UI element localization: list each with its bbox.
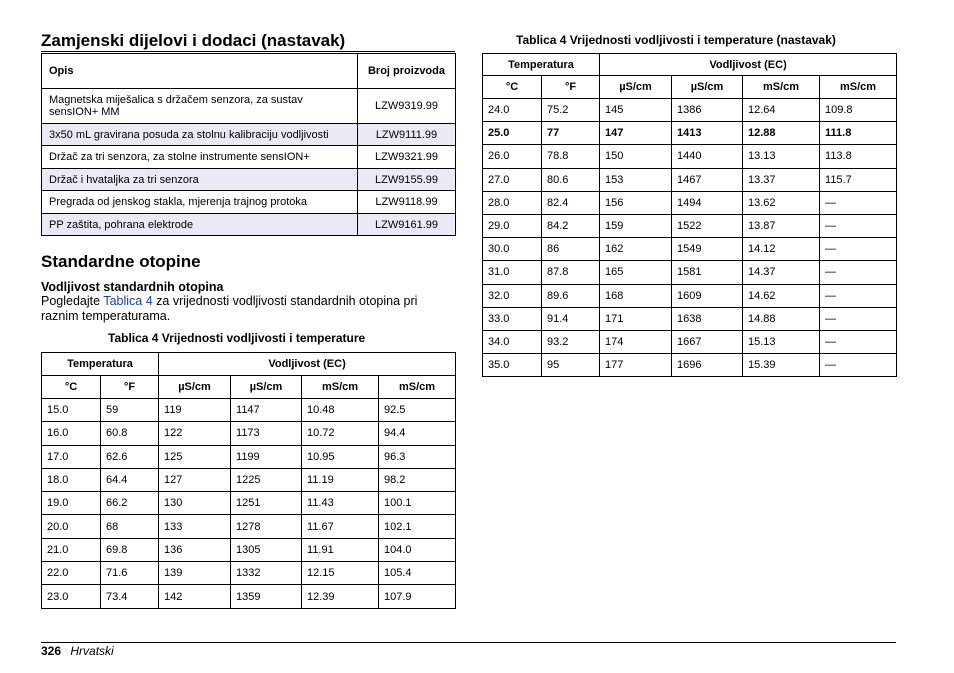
table-cell: —	[820, 307, 897, 330]
column-header: mS/cm	[379, 376, 456, 399]
table-cell: 27.0	[483, 168, 542, 191]
table-cell: 24.0	[483, 99, 542, 122]
table-cell: 145	[600, 99, 672, 122]
table-cell: 11.19	[302, 468, 379, 491]
table-row	[483, 168, 897, 191]
table-cell: 71.6	[101, 562, 159, 585]
table-cell: 68	[101, 515, 159, 538]
table-cell: 122	[159, 422, 231, 445]
table-cell: 60.8	[101, 422, 159, 445]
footer-rule	[41, 642, 896, 643]
table-row	[42, 89, 456, 124]
table-caption-continued: Tablica 4 Vrijednosti vodljivosti i temperature (nastavak)	[516, 33, 836, 47]
group-header-conductivity: Vodljivost (EC)	[159, 353, 456, 376]
table-cell: 125	[159, 445, 231, 468]
part-description: Držač i hvataljka za tri senzora	[42, 169, 358, 191]
table-cell: 171	[600, 307, 672, 330]
table-cell: 14.12	[743, 238, 820, 261]
table-cell: 153	[600, 168, 672, 191]
table-cell: 33.0	[483, 307, 542, 330]
table-cell: 1609	[672, 284, 743, 307]
table-cell: 174	[600, 330, 672, 353]
group-header-temperature: Temperatura	[483, 54, 600, 76]
table-cell: 98.2	[379, 468, 456, 491]
table-row	[42, 515, 456, 538]
table-cell: 105.4	[379, 562, 456, 585]
table-cell: 22.0	[42, 562, 101, 585]
table-4-link[interactable]: Tablica 4	[103, 294, 153, 308]
table-cell: 1147	[231, 399, 302, 422]
table-cell: 1667	[672, 330, 743, 353]
table-caption: Tablica 4 Vrijednosti vodljivosti i temperature	[108, 331, 366, 345]
table-cell: 1305	[231, 538, 302, 561]
table-cell: 93.2	[542, 330, 600, 353]
table-row	[483, 354, 897, 377]
part-number: LZW9321.99	[358, 146, 456, 169]
table-cell: 25.0	[483, 122, 542, 145]
table-cell: 20.0	[42, 515, 101, 538]
intro-paragraph	[41, 294, 451, 324]
table-cell: 156	[600, 191, 672, 214]
table-cell: 14.62	[743, 284, 820, 307]
table-cell: 115.7	[820, 168, 897, 191]
table-cell: 11.91	[302, 538, 379, 561]
table-row	[483, 284, 897, 307]
column-header-description: Opis	[42, 54, 358, 89]
table-cell: 89.6	[542, 284, 600, 307]
table-row	[42, 191, 456, 214]
table-cell: 127	[159, 468, 231, 491]
table-cell: 142	[159, 585, 231, 608]
table-cell: —	[820, 330, 897, 353]
table-cell: —	[820, 354, 897, 377]
part-number: LZW9118.99	[358, 191, 456, 214]
table-cell: 94.4	[379, 422, 456, 445]
table-cell: —	[820, 191, 897, 214]
table-cell: 78.8	[542, 145, 600, 168]
table-cell: 15.13	[743, 330, 820, 353]
table-cell: 1440	[672, 145, 743, 168]
table-cell: 32.0	[483, 284, 542, 307]
page-number: 326	[41, 644, 62, 658]
group-header-conductivity: Vodljivost (EC)	[600, 54, 897, 76]
section-rule	[41, 51, 455, 52]
table-cell: 12.15	[302, 562, 379, 585]
table-cell: 1638	[672, 307, 743, 330]
table-cell: 102.1	[379, 515, 456, 538]
table-cell: —	[820, 284, 897, 307]
table-row	[42, 422, 456, 445]
table-cell: 73.4	[101, 585, 159, 608]
footer-language: Hrvatski	[70, 644, 114, 658]
table-cell: 23.0	[42, 585, 101, 608]
table-row	[42, 146, 456, 169]
table-row	[42, 538, 456, 561]
table-cell: 1225	[231, 468, 302, 491]
table-cell: 1359	[231, 585, 302, 608]
conductivity-table	[41, 352, 456, 609]
table-cell: 34.0	[483, 330, 542, 353]
para-text: Pogledajte	[41, 294, 101, 308]
table-cell: 17.0	[42, 445, 101, 468]
table-row	[483, 191, 897, 214]
column-header: µS/cm	[600, 76, 672, 99]
table-cell: 113.8	[820, 145, 897, 168]
table-cell: 133	[159, 515, 231, 538]
table-row	[42, 492, 456, 515]
table-cell: 59	[101, 399, 159, 422]
part-description: 3x50 mL gravirana posuda za stolnu kalibraciju vodljivosti	[42, 124, 358, 146]
table-row	[483, 99, 897, 122]
table-row	[483, 261, 897, 284]
table-cell: 165	[600, 261, 672, 284]
table-cell: 1332	[231, 562, 302, 585]
section-title-standard-solutions: Standardne otopine	[41, 252, 201, 271]
column-header: °F	[542, 76, 600, 99]
column-header: °F	[101, 376, 159, 399]
column-header: mS/cm	[820, 76, 897, 99]
table-cell: 107.9	[379, 585, 456, 608]
column-header: µS/cm	[231, 376, 302, 399]
table-cell: 1199	[231, 445, 302, 468]
table-cell: 1581	[672, 261, 743, 284]
table-cell: 77	[542, 122, 600, 145]
table-cell: 84.2	[542, 214, 600, 237]
table-cell: 162	[600, 238, 672, 261]
table-cell: —	[820, 214, 897, 237]
table-cell: 1413	[672, 122, 743, 145]
table-cell: 12.64	[743, 99, 820, 122]
table-cell: 1278	[231, 515, 302, 538]
table-row	[483, 122, 897, 145]
table-cell: 150	[600, 145, 672, 168]
table-cell: 119	[159, 399, 231, 422]
table-cell: 13.37	[743, 168, 820, 191]
table-cell: 1494	[672, 191, 743, 214]
part-number: LZW9319.99	[358, 89, 456, 124]
table-cell: 75.2	[542, 99, 600, 122]
table-cell: 18.0	[42, 468, 101, 491]
table-row	[42, 214, 456, 236]
table-cell: 177	[600, 354, 672, 377]
table-cell: 1467	[672, 168, 743, 191]
table-cell: 12.88	[743, 122, 820, 145]
table-cell: 16.0	[42, 422, 101, 445]
table-cell: 1386	[672, 99, 743, 122]
table-cell: 1173	[231, 422, 302, 445]
part-number: LZW9111.99	[358, 124, 456, 146]
table-cell: 66.2	[101, 492, 159, 515]
section-title-spare-parts: Zamjenski dijelovi i dodaci (nastavak)	[41, 31, 346, 50]
table-cell: 87.8	[542, 261, 600, 284]
table-cell: 10.72	[302, 422, 379, 445]
table-cell: 13.87	[743, 214, 820, 237]
table-cell: 30.0	[483, 238, 542, 261]
table-row	[42, 585, 456, 608]
table-cell: 12.39	[302, 585, 379, 608]
column-header-product-number: Broj proizvoda	[358, 54, 456, 89]
table-cell: 15.39	[743, 354, 820, 377]
table-row	[42, 445, 456, 468]
table-row	[483, 330, 897, 353]
table-cell: 69.8	[101, 538, 159, 561]
conductivity-table-continued	[482, 53, 897, 377]
table-cell: 159	[600, 214, 672, 237]
table-cell: 111.8	[820, 122, 897, 145]
table-cell: 86	[542, 238, 600, 261]
table-cell: 21.0	[42, 538, 101, 561]
table-cell: 91.4	[542, 307, 600, 330]
table-cell: 139	[159, 562, 231, 585]
table-cell: —	[820, 261, 897, 284]
part-description: Pregrada od jenskog stakla, mjerenja trajnog protoka	[42, 191, 358, 214]
table-cell: 11.67	[302, 515, 379, 538]
table-row	[42, 399, 456, 422]
table-row	[42, 468, 456, 491]
table-cell: 130	[159, 492, 231, 515]
table-row	[483, 238, 897, 261]
part-description: Magnetska miješalica s držačem senzora, za sustav sensION+ MM	[42, 89, 358, 124]
table-row	[483, 145, 897, 168]
table-cell: 109.8	[820, 99, 897, 122]
table-cell: 1549	[672, 238, 743, 261]
part-description: Držač za tri senzora, za stolne instrumente sensION+	[42, 146, 358, 169]
table-cell: 80.6	[542, 168, 600, 191]
table-cell: 104.0	[379, 538, 456, 561]
column-header: °C	[42, 376, 101, 399]
table-cell: 136	[159, 538, 231, 561]
table-row	[483, 307, 897, 330]
table-cell: 1522	[672, 214, 743, 237]
footer	[41, 644, 114, 658]
table-cell: 10.95	[302, 445, 379, 468]
table-row	[42, 562, 456, 585]
table-cell: 31.0	[483, 261, 542, 284]
table-cell: 168	[600, 284, 672, 307]
table-cell: 147	[600, 122, 672, 145]
table-cell: 11.43	[302, 492, 379, 515]
subheading: Vodljivost standardnih otopina	[41, 280, 224, 294]
table-cell: 26.0	[483, 145, 542, 168]
table-cell: 28.0	[483, 191, 542, 214]
table-cell: 29.0	[483, 214, 542, 237]
table-cell: 64.4	[101, 468, 159, 491]
table-cell: —	[820, 238, 897, 261]
table-cell: 13.62	[743, 191, 820, 214]
parts-table	[41, 53, 456, 236]
column-header: °C	[483, 76, 542, 99]
table-cell: 15.0	[42, 399, 101, 422]
column-header: µS/cm	[159, 376, 231, 399]
table-row	[42, 124, 456, 146]
part-number: LZW9161.99	[358, 214, 456, 236]
part-description: PP zaštita, pohrana elektrode	[42, 214, 358, 236]
table-cell: 13.13	[743, 145, 820, 168]
table-cell: 82.4	[542, 191, 600, 214]
table-cell: 96.3	[379, 445, 456, 468]
column-header: µS/cm	[672, 76, 743, 99]
column-header: mS/cm	[743, 76, 820, 99]
table-cell: 1696	[672, 354, 743, 377]
table-cell: 100.1	[379, 492, 456, 515]
table-cell: 14.37	[743, 261, 820, 284]
group-header-temperature: Temperatura	[42, 353, 159, 376]
table-cell: 10.48	[302, 399, 379, 422]
table-cell: 62.6	[101, 445, 159, 468]
part-number: LZW9155.99	[358, 169, 456, 191]
table-cell: 92.5	[379, 399, 456, 422]
table-cell: 19.0	[42, 492, 101, 515]
table-row	[42, 169, 456, 191]
table-cell: 95	[542, 354, 600, 377]
column-header: mS/cm	[302, 376, 379, 399]
para-text: za vrijednosti vodljivosti standardnih otopina pri raznim temperaturama.	[41, 294, 418, 323]
table-cell: 35.0	[483, 354, 542, 377]
table-cell: 1251	[231, 492, 302, 515]
table-row	[483, 214, 897, 237]
table-cell: 14.88	[743, 307, 820, 330]
